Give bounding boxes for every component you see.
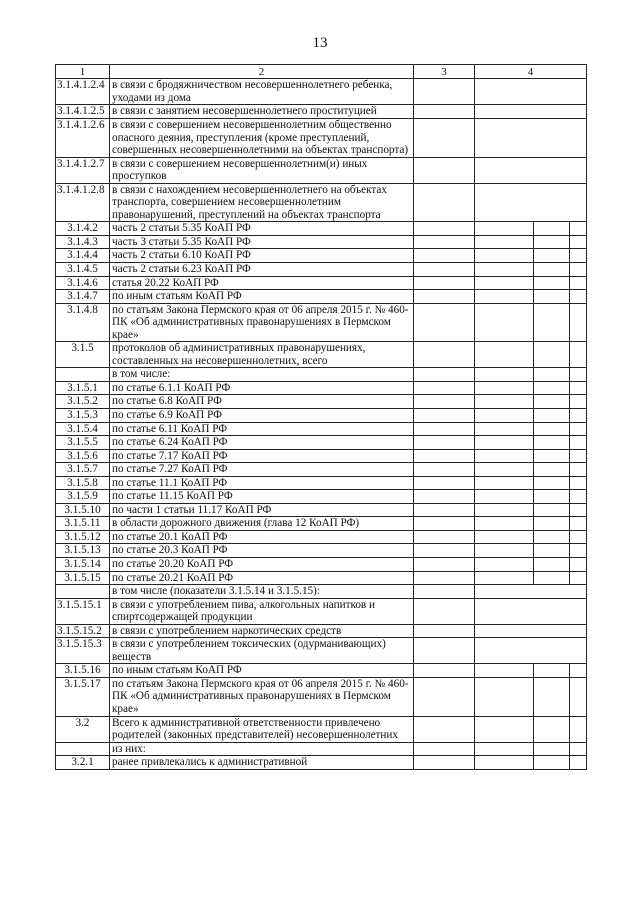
report-table <box>55 64 587 770</box>
table-row <box>56 638 587 664</box>
row-number: 3.1.4.1.2.5 <box>56 105 110 119</box>
row-number: 3.1.5.15 <box>56 571 110 585</box>
table-row <box>56 558 587 572</box>
row-description: по статье 20.1 КоАП РФ <box>110 530 414 544</box>
table-row <box>56 463 587 477</box>
value-cell-col3 <box>414 183 475 222</box>
value-cell-col3 <box>414 476 475 490</box>
header-col-2: 2 <box>110 65 414 79</box>
value-cell-col4 <box>475 79 587 105</box>
table-row <box>56 585 587 599</box>
row-number: 3.1.4.2 <box>56 222 110 236</box>
row-number: 3.1.5.13 <box>56 544 110 558</box>
value-cell-col4a <box>475 742 534 756</box>
row-number: 3.1.5.5 <box>56 436 110 450</box>
row-description: в том числе: <box>110 368 414 382</box>
value-cell-col4a <box>475 490 534 504</box>
value-cell-col4b <box>534 276 570 290</box>
row-number: 3.1.5 <box>56 342 110 368</box>
value-cell-col4a <box>475 222 534 236</box>
value-cell-col3 <box>414 638 475 664</box>
header-col-1: 1 <box>56 65 110 79</box>
value-cell-col3 <box>414 558 475 572</box>
row-number: 3.1.5.15.3 <box>56 638 110 664</box>
value-cell-col4c <box>570 436 587 450</box>
row-number: 3.1.5.3 <box>56 408 110 422</box>
value-cell-col4b <box>534 342 570 368</box>
row-number: 3.1.5.10 <box>56 503 110 517</box>
value-cell-col3 <box>414 368 475 382</box>
row-description: в том числе (показатели 3.1.5.14 и 3.1.5.15): <box>110 585 414 599</box>
row-number: 3.1.4.7 <box>56 290 110 304</box>
value-cell-col3 <box>414 276 475 290</box>
value-cell-col4b <box>534 517 570 531</box>
value-cell-col4b <box>534 503 570 517</box>
value-cell-col4b <box>534 368 570 382</box>
value-cell-col4a <box>475 235 534 249</box>
value-cell-col4b <box>534 558 570 572</box>
table-row <box>56 276 587 290</box>
value-cell-col3 <box>414 342 475 368</box>
value-cell-col3 <box>414 249 475 263</box>
value-cell-col4a <box>475 381 534 395</box>
value-cell-col4b <box>534 449 570 463</box>
value-cell-col4c <box>570 756 587 770</box>
value-cell-col4b <box>534 422 570 436</box>
table-row <box>56 544 587 558</box>
value-cell-col3 <box>414 222 475 236</box>
table-row <box>56 118 587 157</box>
value-cell-col3 <box>414 235 475 249</box>
row-number: 3.1.4.3 <box>56 235 110 249</box>
table-row <box>56 449 587 463</box>
row-number: 3.1.5.9 <box>56 490 110 504</box>
value-cell-col4b <box>534 530 570 544</box>
value-cell-col4 <box>475 598 587 624</box>
header-row <box>56 65 587 79</box>
value-cell-col3 <box>414 677 475 716</box>
value-cell-col4a <box>475 558 534 572</box>
value-cell-col4c <box>570 276 587 290</box>
row-description: в связи с совершением несовершеннолетним общественно опасного деяния, преступления (кроме преступлений, совершенных несовершеннолетними на объектах транспорта) <box>110 118 414 157</box>
row-description: ранее привлекались к административной <box>110 756 414 770</box>
row-description: по статье 11.15 КоАП РФ <box>110 490 414 504</box>
value-cell-col4 <box>475 118 587 157</box>
table-row <box>56 381 587 395</box>
value-cell-col4b <box>534 756 570 770</box>
value-cell-col4a <box>475 342 534 368</box>
value-cell-col3 <box>414 598 475 624</box>
value-cell-col3 <box>414 571 475 585</box>
value-cell-col4c <box>570 422 587 436</box>
value-cell-col4a <box>475 422 534 436</box>
value-cell-col3 <box>414 490 475 504</box>
value-cell-col4a <box>475 408 534 422</box>
value-cell-col4a <box>475 664 534 678</box>
value-cell-col4b <box>534 436 570 450</box>
value-cell-col4a <box>475 517 534 531</box>
value-cell-col4c <box>570 290 587 304</box>
table-row <box>56 476 587 490</box>
value-cell-col4 <box>475 638 587 664</box>
row-description: по статье 20.21 КоАП РФ <box>110 571 414 585</box>
table-row <box>56 183 587 222</box>
table-row <box>56 235 587 249</box>
value-cell-col3 <box>414 449 475 463</box>
row-number: 3.1.5.7 <box>56 463 110 477</box>
value-cell-col4a <box>475 756 534 770</box>
value-cell-col4c <box>570 249 587 263</box>
row-number: 3.1.5.15.2 <box>56 624 110 638</box>
value-cell-col3 <box>414 79 475 105</box>
value-cell-col4 <box>475 624 587 638</box>
value-cell-col4b <box>534 544 570 558</box>
value-cell-col3 <box>414 381 475 395</box>
row-number: 3.1.4.1.2.6 <box>56 118 110 157</box>
row-description: по статьям Закона Пермского края от 06 апреля 2015 г. № 460-ПК «Об административных правонарушениях в Пермском крае» <box>110 677 414 716</box>
value-cell-col4b <box>534 742 570 756</box>
value-cell-col4b <box>534 303 570 342</box>
value-cell-col3 <box>414 408 475 422</box>
value-cell-col3 <box>414 503 475 517</box>
table-row <box>56 624 587 638</box>
row-description: часть 2 статьи 5.35 КоАП РФ <box>110 222 414 236</box>
value-cell-col4 <box>475 105 587 119</box>
row-number: 3.1.5.2 <box>56 395 110 409</box>
row-description: Всего к административной ответственности привлечено родителей (законных представителей) несовершеннолетних <box>110 716 414 742</box>
value-cell-col4c <box>570 476 587 490</box>
row-number: 3.1.5.12 <box>56 530 110 544</box>
table-row <box>56 677 587 716</box>
value-cell-col4a <box>475 249 534 263</box>
value-cell-col4b <box>534 664 570 678</box>
value-cell-col4a <box>475 463 534 477</box>
value-cell-col3 <box>414 105 475 119</box>
row-number: 3.1.5.16 <box>56 664 110 678</box>
value-cell-col4c <box>570 303 587 342</box>
row-number: 3.1.4.6 <box>56 276 110 290</box>
row-number <box>56 585 110 599</box>
table-row <box>56 598 587 624</box>
value-cell-col3 <box>414 262 475 276</box>
value-cell-col3 <box>414 422 475 436</box>
row-number: 3.1.4.1.2.8 <box>56 183 110 222</box>
value-cell-col4b <box>534 222 570 236</box>
row-number: 3.1.4.4 <box>56 249 110 263</box>
value-cell-col4a <box>475 303 534 342</box>
value-cell-col4c <box>570 342 587 368</box>
row-number: 3.1.4.8 <box>56 303 110 342</box>
value-cell-col4a <box>475 449 534 463</box>
row-number: 3.1.5.17 <box>56 677 110 716</box>
value-cell-col3 <box>414 742 475 756</box>
table-row <box>56 756 587 770</box>
table-row <box>56 742 587 756</box>
row-description: по статье 6.11 КоАП РФ <box>110 422 414 436</box>
value-cell-col4c <box>570 463 587 477</box>
value-cell-col4c <box>570 235 587 249</box>
row-description: протоколов об административных правонарушениях, составленных на несовершеннолетних, всего <box>110 342 414 368</box>
row-description: в связи с совершением несовершеннолетним(и) иных проступков <box>110 157 414 183</box>
row-number: 3.1.5.11 <box>56 517 110 531</box>
value-cell-col3 <box>414 463 475 477</box>
value-cell-col4c <box>570 530 587 544</box>
row-description: по иным статьям КоАП РФ <box>110 290 414 304</box>
value-cell-col4c <box>570 381 587 395</box>
value-cell-col4a <box>475 395 534 409</box>
value-cell-col3 <box>414 157 475 183</box>
row-number: 3.1.4.1.2.7 <box>56 157 110 183</box>
table-row <box>56 503 587 517</box>
value-cell-col4a <box>475 368 534 382</box>
value-cell-col4b <box>534 476 570 490</box>
value-cell-col4a <box>475 716 534 742</box>
value-cell-col4b <box>534 677 570 716</box>
table-row <box>56 290 587 304</box>
value-cell-col3 <box>414 303 475 342</box>
value-cell-col4c <box>570 368 587 382</box>
row-number: 3.1.5.14 <box>56 558 110 572</box>
row-number: 3.1.5.1 <box>56 381 110 395</box>
value-cell-col3 <box>414 624 475 638</box>
page-number: 13 <box>312 35 328 51</box>
value-cell-col4b <box>534 716 570 742</box>
value-cell-col4b <box>534 290 570 304</box>
table-row <box>56 262 587 276</box>
value-cell-col4a <box>475 262 534 276</box>
row-description: часть 2 статьи 6.23 КоАП РФ <box>110 262 414 276</box>
value-cell-col4c <box>570 742 587 756</box>
row-description: статья 20.22 КоАП РФ <box>110 276 414 290</box>
row-number: 3.2.1 <box>56 756 110 770</box>
row-description: в области дорожного движения (глава 12 КоАП РФ) <box>110 517 414 531</box>
value-cell-col4a <box>475 530 534 544</box>
value-cell-col4b <box>534 571 570 585</box>
table-row <box>56 105 587 119</box>
row-description: в связи с занятием несовершеннолетнего проституцией <box>110 105 414 119</box>
value-cell-col4c <box>570 664 587 678</box>
value-cell-col4c <box>570 517 587 531</box>
value-cell-col4c <box>570 449 587 463</box>
value-cell-col4b <box>534 235 570 249</box>
table-row <box>56 303 587 342</box>
value-cell-col4b <box>534 408 570 422</box>
table-row <box>56 490 587 504</box>
row-description: в связи с употреблением токсических (одурманивающих) веществ <box>110 638 414 664</box>
value-cell-col4c <box>570 716 587 742</box>
value-cell-col3 <box>414 585 475 599</box>
value-cell-col4a <box>475 571 534 585</box>
row-description: по статье 7.27 КоАП РФ <box>110 463 414 477</box>
row-description: по статьям Закона Пермского края от 06 апреля 2015 г. № 460-ПК «Об административных правонарушениях в Пермском крае» <box>110 303 414 342</box>
table-row <box>56 395 587 409</box>
value-cell-col4 <box>475 585 587 599</box>
header-col-4: 4 <box>475 65 587 79</box>
value-cell-col4a <box>475 276 534 290</box>
row-number: 3.1.5.15.1 <box>56 598 110 624</box>
value-cell-col3 <box>414 395 475 409</box>
value-cell-col3 <box>414 756 475 770</box>
value-cell-col4a <box>475 476 534 490</box>
row-number: 3.1.5.6 <box>56 449 110 463</box>
row-description: в связи с бродяжничеством несовершеннолетнего ребенка, уходами из дома <box>110 79 414 105</box>
value-cell-col4c <box>570 544 587 558</box>
row-description: по статье 7.17 КоАП РФ <box>110 449 414 463</box>
value-cell-col3 <box>414 544 475 558</box>
value-cell-col3 <box>414 517 475 531</box>
value-cell-col4c <box>570 490 587 504</box>
row-number: 3.1.5.8 <box>56 476 110 490</box>
table-row <box>56 422 587 436</box>
row-description: часть 3 статьи 5.35 КоАП РФ <box>110 235 414 249</box>
value-cell-col4a <box>475 544 534 558</box>
table-row <box>56 79 587 105</box>
value-cell-col3 <box>414 436 475 450</box>
row-description: по части 1 статьи 11.17 КоАП РФ <box>110 503 414 517</box>
value-cell-col4c <box>570 677 587 716</box>
value-cell-col3 <box>414 716 475 742</box>
value-cell-col3 <box>414 664 475 678</box>
value-cell-col4a <box>475 503 534 517</box>
row-description: по статье 20.3 КоАП РФ <box>110 544 414 558</box>
row-description: часть 2 статьи 6.10 КоАП РФ <box>110 249 414 263</box>
value-cell-col4c <box>570 395 587 409</box>
value-cell-col4a <box>475 436 534 450</box>
table-row <box>56 368 587 382</box>
row-description: по статье 6.1.1 КоАП РФ <box>110 381 414 395</box>
row-description: по статье 11.1 КоАП РФ <box>110 476 414 490</box>
row-description: из них: <box>110 742 414 756</box>
value-cell-col4a <box>475 290 534 304</box>
value-cell-col4c <box>570 503 587 517</box>
value-cell-col4 <box>475 157 587 183</box>
row-description: по статье 6.8 КоАП РФ <box>110 395 414 409</box>
table-row <box>56 517 587 531</box>
value-cell-col4c <box>570 558 587 572</box>
table-row <box>56 530 587 544</box>
table-row <box>56 716 587 742</box>
value-cell-col4b <box>534 381 570 395</box>
row-number: 3.1.4.1.2.4 <box>56 79 110 105</box>
value-cell-col3 <box>414 118 475 157</box>
row-description: по иным статьям КоАП РФ <box>110 664 414 678</box>
header-col-3: 3 <box>414 65 475 79</box>
table-row <box>56 436 587 450</box>
row-number <box>56 742 110 756</box>
row-description: по статье 6.24 КоАП РФ <box>110 436 414 450</box>
value-cell-col4c <box>570 262 587 276</box>
value-cell-col3 <box>414 530 475 544</box>
row-description: по статье 20.20 КоАП РФ <box>110 558 414 572</box>
table-row <box>56 249 587 263</box>
row-description: в связи с употреблением наркотических средств <box>110 624 414 638</box>
table-row <box>56 571 587 585</box>
value-cell-col4c <box>570 222 587 236</box>
table-row <box>56 157 587 183</box>
value-cell-col4b <box>534 249 570 263</box>
row-number: 3.1.4.5 <box>56 262 110 276</box>
table-row <box>56 408 587 422</box>
value-cell-col3 <box>414 290 475 304</box>
row-description: в связи с употреблением пива, алкогольных напитков и спиртсодержащей продукции <box>110 598 414 624</box>
value-cell-col4b <box>534 262 570 276</box>
value-cell-col4b <box>534 395 570 409</box>
row-number: 3.1.5.4 <box>56 422 110 436</box>
row-number <box>56 368 110 382</box>
value-cell-col4b <box>534 490 570 504</box>
table-row <box>56 342 587 368</box>
value-cell-col4c <box>570 571 587 585</box>
value-cell-col4 <box>475 183 587 222</box>
value-cell-col4c <box>570 408 587 422</box>
row-description: в связи с нахождением несовершеннолетнего на объектах транспорта, совершением несовершеннолетним правонарушений, преступлений на объектах транспорта <box>110 183 414 222</box>
value-cell-col4a <box>475 677 534 716</box>
table-row <box>56 664 587 678</box>
value-cell-col4b <box>534 463 570 477</box>
table-row <box>56 222 587 236</box>
row-number: 3.2 <box>56 716 110 742</box>
row-description: по статье 6.9 КоАП РФ <box>110 408 414 422</box>
